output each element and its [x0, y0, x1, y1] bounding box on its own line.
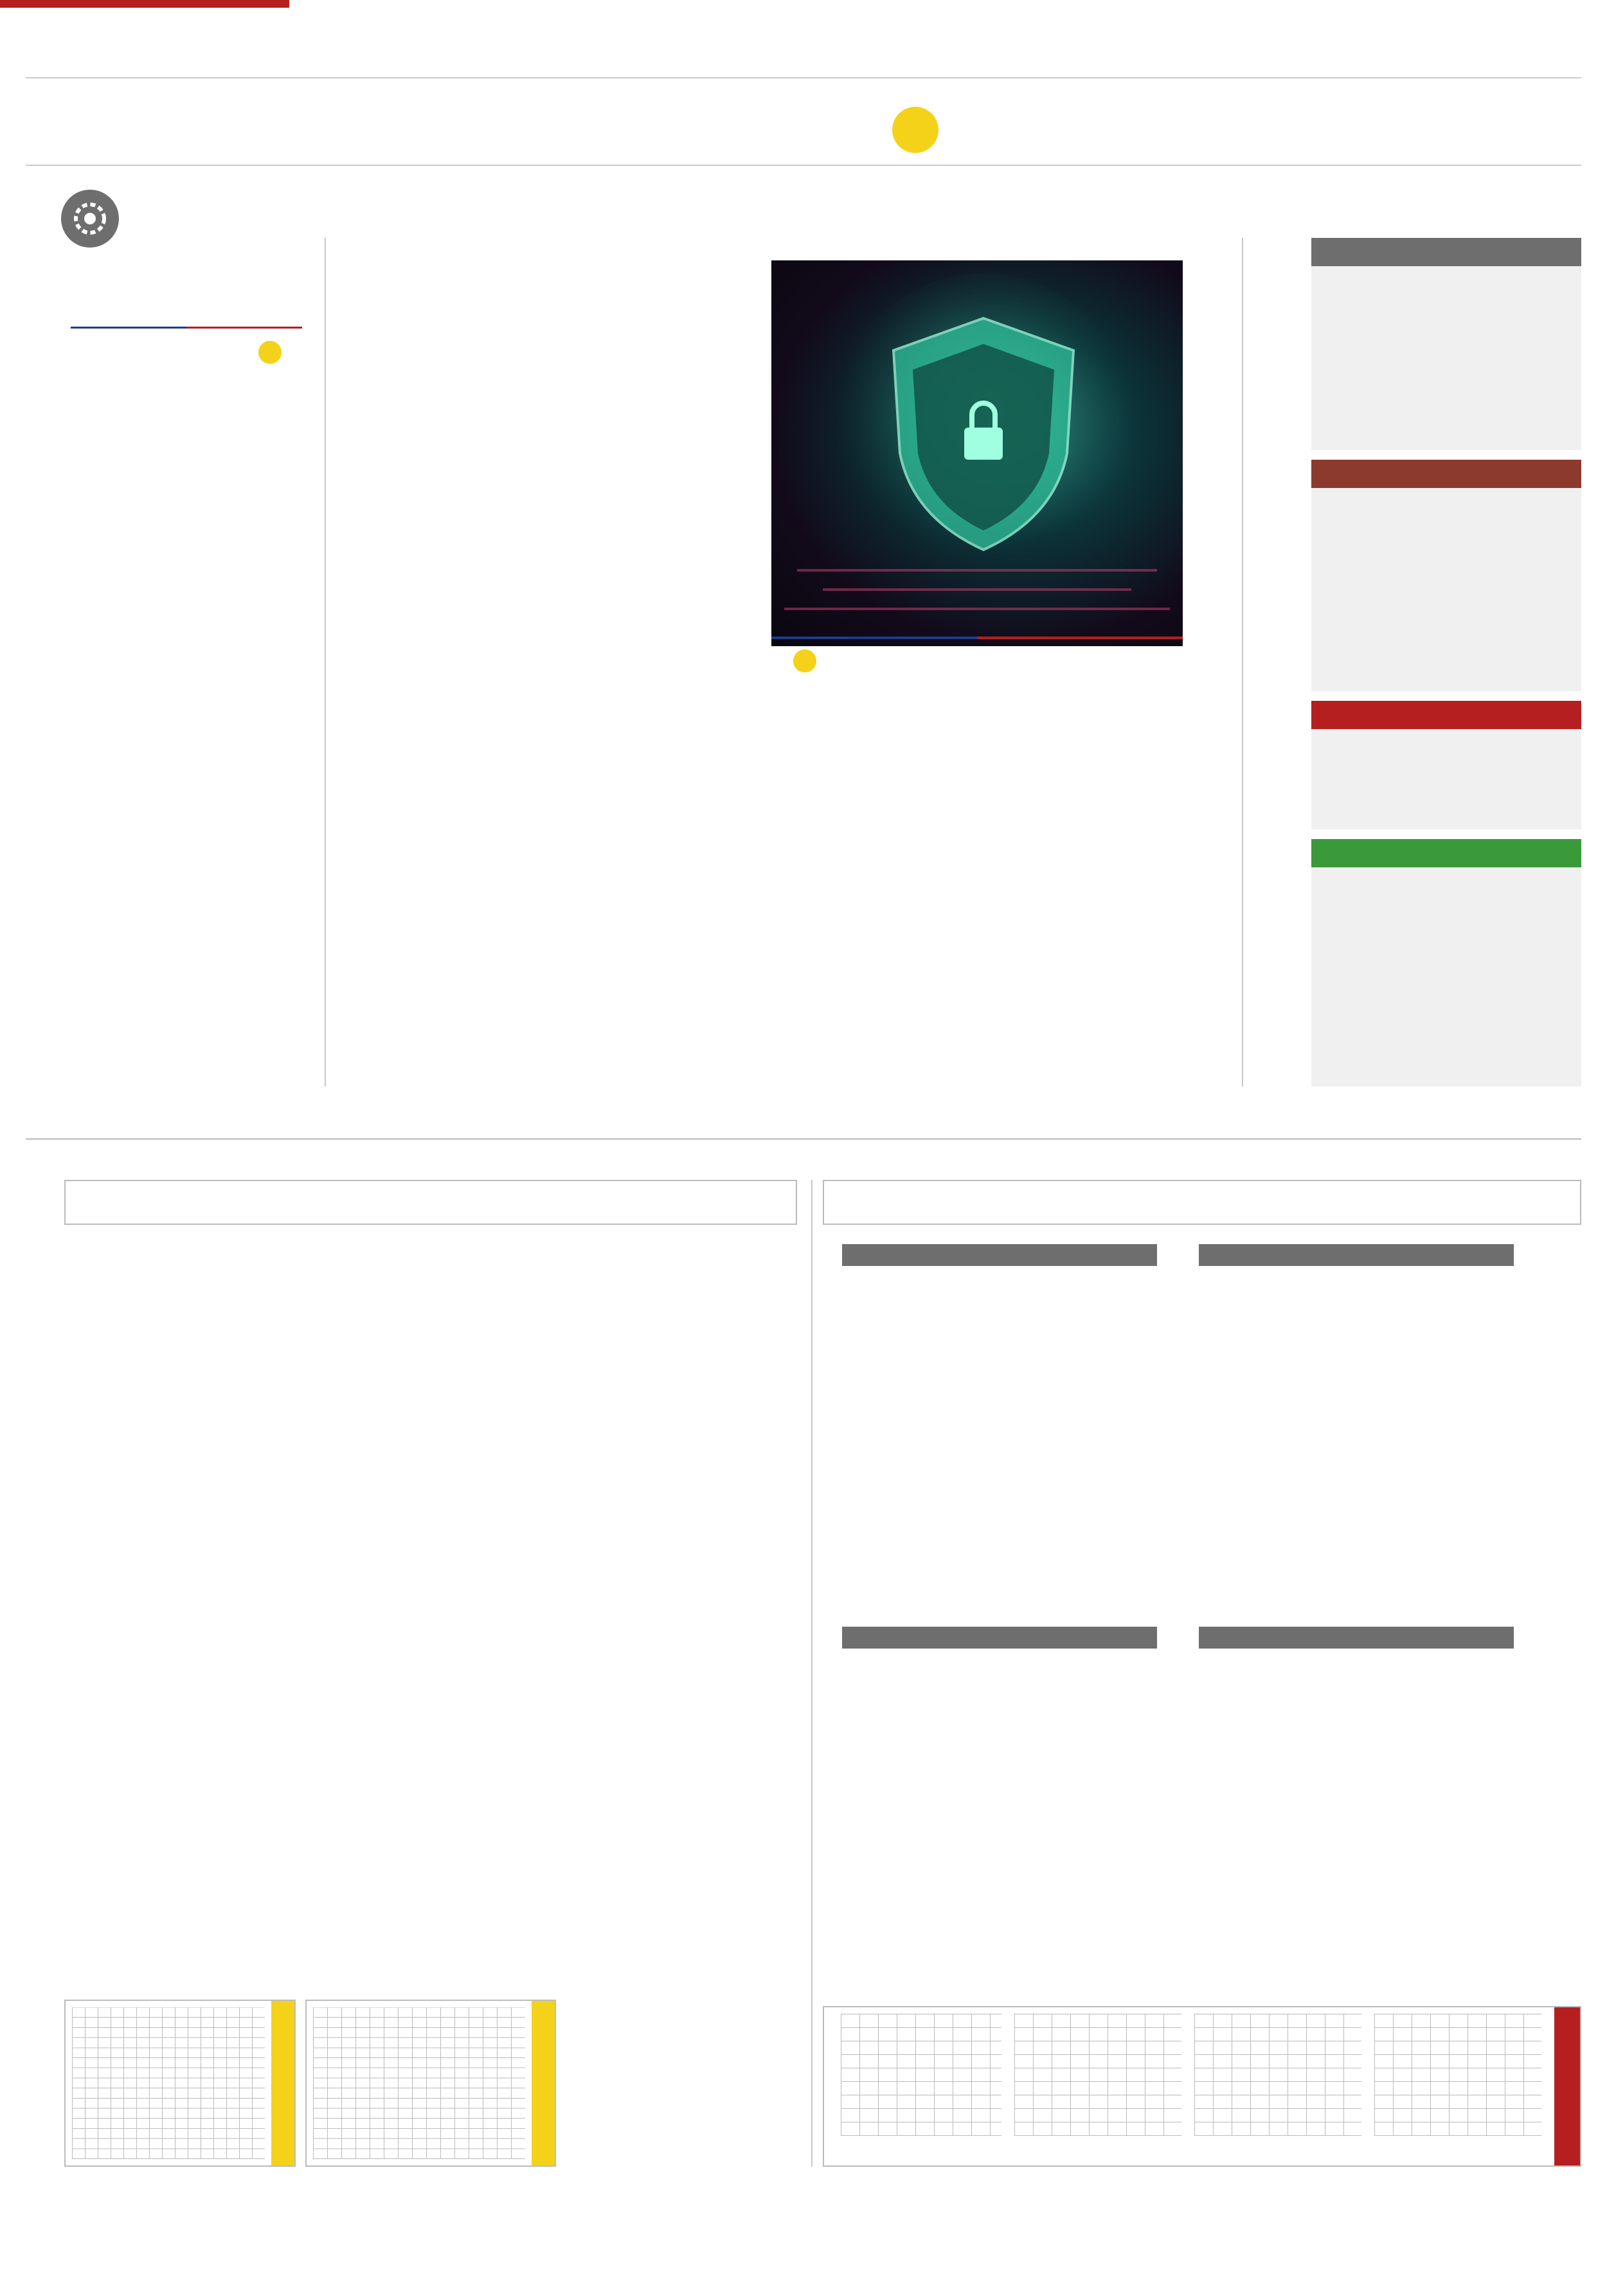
sidebar-galaxy — [1311, 701, 1581, 829]
column-divider — [325, 238, 326, 1087]
sudoku-solution-mini-medium — [1194, 2014, 1361, 2136]
logo-sun-icon — [892, 107, 938, 153]
sudoku-solution-mini-very-hard — [841, 2014, 1001, 2136]
sidebar-tech-brief — [1311, 460, 1581, 691]
article-hero-image — [771, 260, 1183, 646]
shield-lock-icon — [771, 260, 1183, 646]
article-column-1 — [990, 878, 1183, 883]
tag-dot-icon — [258, 341, 282, 364]
sudoku-header — [823, 1180, 1581, 1225]
crossword-solution-normal-title — [532, 2001, 555, 2165]
article-column-4 — [341, 260, 534, 266]
headline-rule — [771, 637, 1183, 639]
crossword-row-numbers — [563, 1556, 582, 2048]
sidebar-fava-title — [1311, 238, 1581, 266]
crossword-solution-normal-grid — [313, 2007, 525, 2159]
sidebar-galaxy-title — [1311, 701, 1581, 729]
sudoku-level-label — [842, 1627, 1157, 1649]
sudoku-level-label — [842, 1244, 1157, 1266]
sudoku-level-label — [1199, 1244, 1514, 1266]
feature-rule — [71, 327, 302, 329]
gear-brain-icon — [61, 190, 119, 248]
sidebar-galaxy-body — [1311, 729, 1581, 745]
article-column-3 — [553, 260, 752, 266]
sudoku-solution-mini-easy — [1374, 2014, 1541, 2136]
puzzle-divider — [811, 1180, 812, 2167]
column-divider — [1242, 238, 1243, 1087]
crossword-column-numbers — [67, 1535, 559, 1555]
top-rule — [26, 77, 1581, 78]
header-bottom-rule — [26, 165, 1581, 166]
sudoku-level-label — [1199, 1627, 1514, 1649]
sudoku-solution-strip — [823, 2006, 1581, 2167]
sudoku-solution-title — [1554, 2007, 1580, 2165]
crossword-header — [64, 1180, 797, 1225]
tag-dot-icon — [793, 649, 816, 673]
section-color-bar — [0, 0, 289, 8]
puzzle-section-rule — [26, 1138, 1581, 1140]
crossword-solution-special-title — [271, 2001, 294, 2165]
sidebar-tech-brief-title — [1311, 460, 1581, 488]
sidebar-fava — [1311, 238, 1581, 450]
crossword-solution-normal — [305, 2000, 556, 2167]
sidebar-ai-title — [1311, 839, 1581, 867]
sidebar-ai — [1311, 839, 1581, 1087]
sidebar-fava-body — [1311, 266, 1581, 282]
crossword-solution-special-grid — [72, 2007, 265, 2159]
crossword-solution-special — [64, 2000, 296, 2167]
newspaper-logo — [771, 96, 938, 167]
page-header — [0, 0, 1607, 167]
sudoku-solution-mini-hard — [1014, 2014, 1181, 2136]
